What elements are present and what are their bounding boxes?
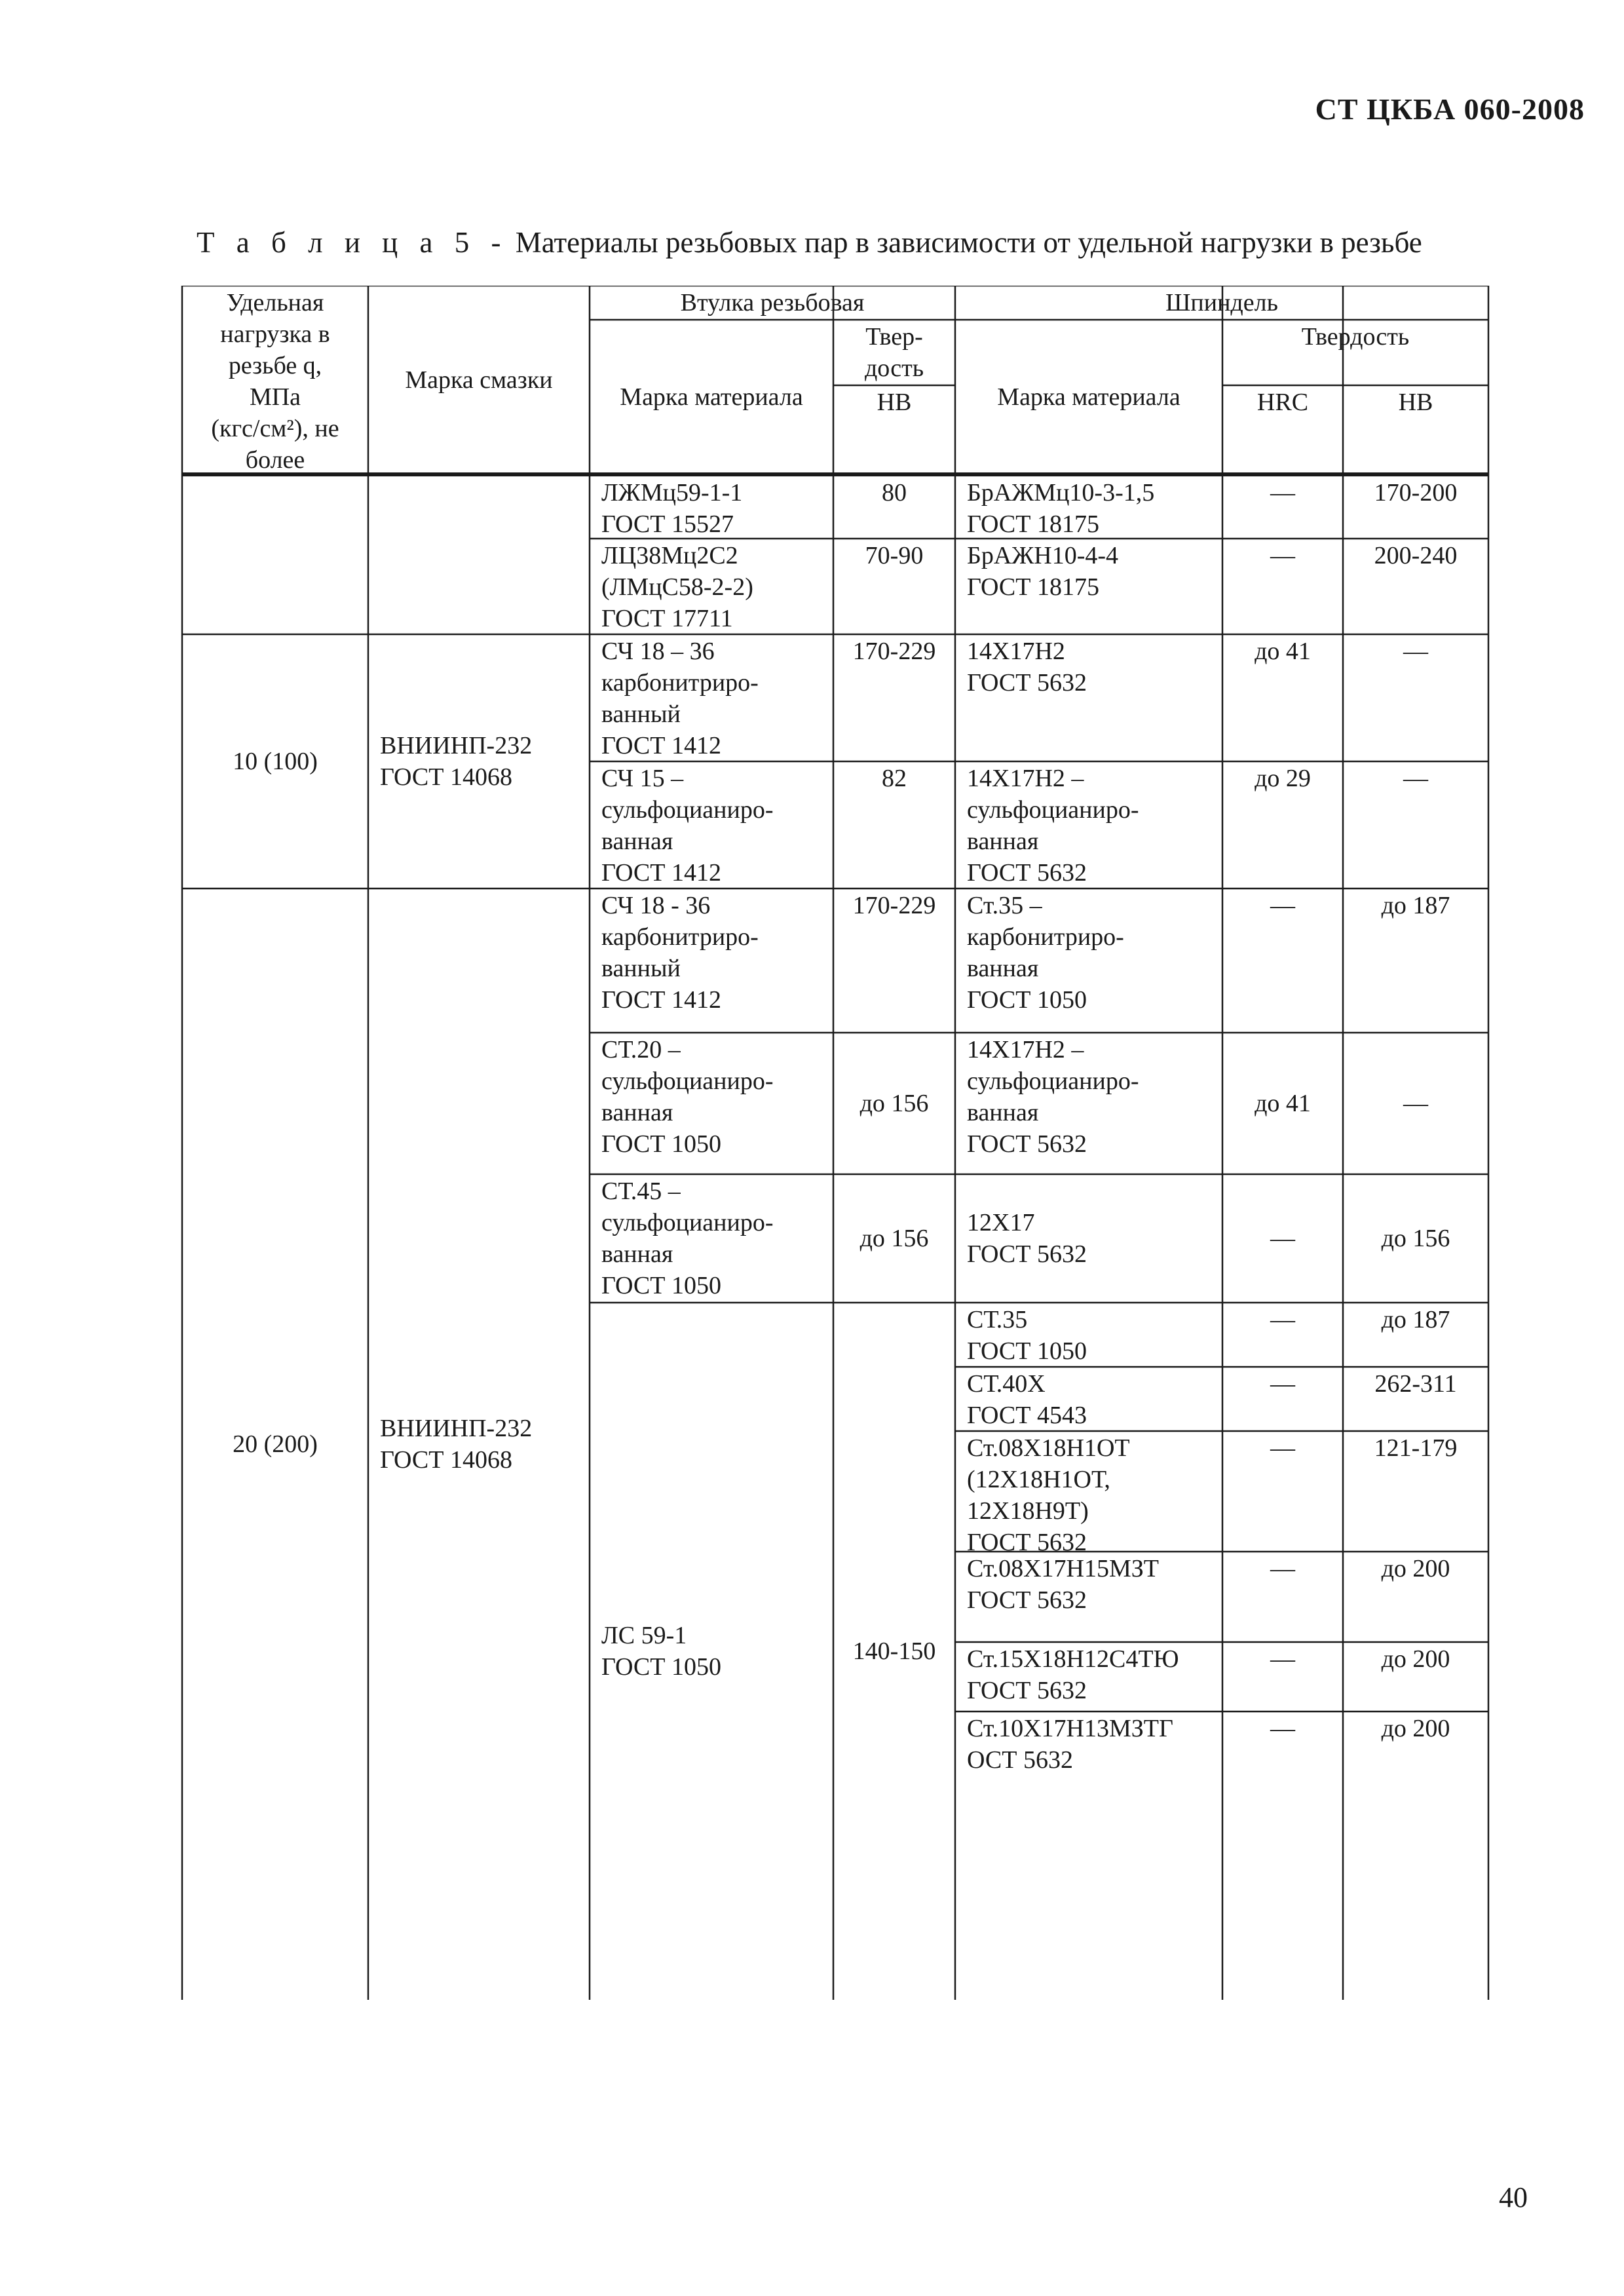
spindle-hrc-cell: до 41 — [1255, 638, 1311, 665]
spindle-material-cell: Ст.10Х17Н13МЗТГ ОСТ 5632 — [967, 1715, 1173, 1774]
bushing-material-cell: ЛС 59-1 ГОСТ 1050 — [601, 1622, 721, 1681]
header-bushing-hardness: Твер- дость — [864, 323, 924, 382]
bushing-hb-cell: 170-229 — [852, 892, 936, 919]
table-caption-text: Материалы резьбовых пар в зависимости от удельной нагрузки в резьбе — [515, 226, 1422, 259]
spindle-hrc-cell: — — [1270, 892, 1295, 919]
spindle-hrc-cell: до 29 — [1255, 765, 1311, 792]
header-load: Удельная нагрузка в резьбе q, МПа (кгс/см²), не более — [211, 289, 339, 474]
spindle-material-cell: СТ.40Х ГОСТ 4543 — [967, 1370, 1087, 1429]
spindle-material-cell: БрАЖН10-4-4 ГОСТ 18175 — [967, 542, 1119, 601]
spindle-material-cell: 14Х17Н2 – сульфоцианиро- ванная ГОСТ 5632 — [967, 1036, 1139, 1158]
spindle-hrc-cell: — — [1270, 1555, 1295, 1582]
group-load-cell: 10 (100) — [233, 748, 318, 775]
spindle-hb-cell: 262-311 — [1374, 1370, 1457, 1398]
spindle-hb-cell: до 187 — [1381, 1306, 1450, 1333]
bushing-material-cell: СЧ 18 - 36 карбонитриро- ванный ГОСТ 1412 — [601, 892, 759, 1014]
spindle-material-cell: СТ.35 ГОСТ 1050 — [967, 1306, 1087, 1365]
bushing-hb-cell: 170-229 — [852, 638, 936, 665]
spindle-material-cell: БрАЖМц10-3-1,5 ГОСТ 18175 — [967, 479, 1155, 538]
bushing-material-cell: СЧ 18 – 36 карбонитриро- ванный ГОСТ 1412 — [601, 638, 759, 759]
spindle-hrc-cell: — — [1270, 479, 1295, 507]
spindle-hrc-cell: до 41 — [1255, 1090, 1311, 1117]
header-lubricant: Марка смазки — [405, 366, 553, 394]
spindle-hb-cell: до 200 — [1381, 1715, 1450, 1742]
header-spindle-hb: НВ — [1398, 389, 1433, 416]
spindle-hb-cell: до 156 — [1381, 1225, 1450, 1252]
bushing-hb-cell: 70-90 — [865, 542, 924, 569]
spindle-material-cell: 14Х17Н2 ГОСТ 5632 — [967, 638, 1087, 697]
spindle-hb-cell: до 200 — [1381, 1555, 1450, 1582]
header-spindle-group: Шпиндель — [1165, 289, 1278, 316]
bushing-material-cell: ЛЖМц59-1-1 ГОСТ 15527 — [601, 479, 743, 538]
header-spindle-material: Марка материала — [997, 383, 1180, 411]
header-bushing-hb: НВ — [877, 389, 912, 416]
bushing-hb-cell: до 156 — [859, 1225, 929, 1252]
spindle-hrc-cell: — — [1270, 1370, 1295, 1398]
group-load-cell: 20 (200) — [233, 1430, 318, 1458]
bushing-hb-cell: 82 — [882, 765, 907, 792]
spindle-hrc-cell: — — [1270, 1434, 1295, 1462]
document-code: СТ ЦКБА 060-2008 — [1315, 92, 1585, 126]
spindle-hb-cell: 121-179 — [1374, 1434, 1458, 1462]
bushing-material-cell: СТ.45 – сульфоцианиро- ванная ГОСТ 1050 — [601, 1177, 774, 1299]
spindle-hb-cell: до 187 — [1381, 892, 1450, 919]
spindle-hrc-cell: — — [1270, 1225, 1295, 1252]
spindle-material-cell: Ст.35 – карбонитриро- ванная ГОСТ 1050 — [967, 892, 1124, 1014]
spindle-hb-cell: — — [1403, 1090, 1428, 1117]
group-lubricant-cell: ВНИИНП-232 ГОСТ 14068 — [380, 732, 533, 791]
spindle-material-cell: 14Х17Н2 – сульфоцианиро- ванная ГОСТ 5632 — [967, 765, 1139, 887]
spindle-hrc-cell: — — [1270, 1306, 1295, 1333]
bushing-material-cell: ЛЦ38Мц2С2 (ЛМцС58-2-2) ГОСТ 17711 — [601, 542, 753, 632]
spindle-hb-cell: — — [1403, 638, 1428, 665]
bushing-hb-cell: 80 — [882, 479, 907, 507]
spindle-material-cell: Ст.08Х17Н15МЗТ ГОСТ 5632 — [967, 1555, 1160, 1614]
bushing-material-cell: СЧ 15 – сульфоцианиро- ванная ГОСТ 1412 — [601, 765, 774, 887]
table-caption — [197, 225, 1422, 259]
spindle-hb-cell: до 200 — [1381, 1645, 1450, 1673]
header-bushing-group: Втулка резьбовая — [680, 289, 865, 316]
header-spindle-hrc: HRC — [1256, 389, 1309, 416]
table-caption-prefix: Т а б л и ц а 5 - — [197, 226, 508, 259]
page-number: 40 — [1499, 2181, 1528, 2213]
spindle-material-cell: Ст.15Х18Н12С4ТЮ ГОСТ 5632 — [967, 1645, 1179, 1704]
bushing-hb-cell: до 156 — [859, 1090, 929, 1117]
header-spindle-hardness: Твердость — [1301, 323, 1410, 351]
spindle-hb-cell: 170-200 — [1374, 479, 1458, 507]
header-bushing-material: Марка материала — [620, 383, 803, 411]
group-lubricant-cell: ВНИИНП-232 ГОСТ 14068 — [380, 1415, 533, 1474]
bushing-material-cell: СТ.20 – сульфоцианиро- ванная ГОСТ 1050 — [601, 1036, 774, 1158]
spindle-material-cell: Ст.08Х18Н1ОТ (12Х18Н1ОТ, 12Х18Н9Т) ГОСТ 5632 — [967, 1434, 1130, 1556]
spindle-hrc-cell: — — [1270, 542, 1295, 569]
spindle-hb-cell: — — [1403, 765, 1428, 792]
spindle-material-cell: 12Х17 ГОСТ 5632 — [967, 1209, 1087, 1268]
spindle-hrc-cell: — — [1270, 1715, 1295, 1742]
spindle-hb-cell: 200-240 — [1374, 542, 1458, 569]
bushing-hb-cell: 140-150 — [852, 1637, 936, 1665]
spindle-hrc-cell: — — [1270, 1645, 1295, 1673]
materials-table — [0, 286, 1624, 2042]
